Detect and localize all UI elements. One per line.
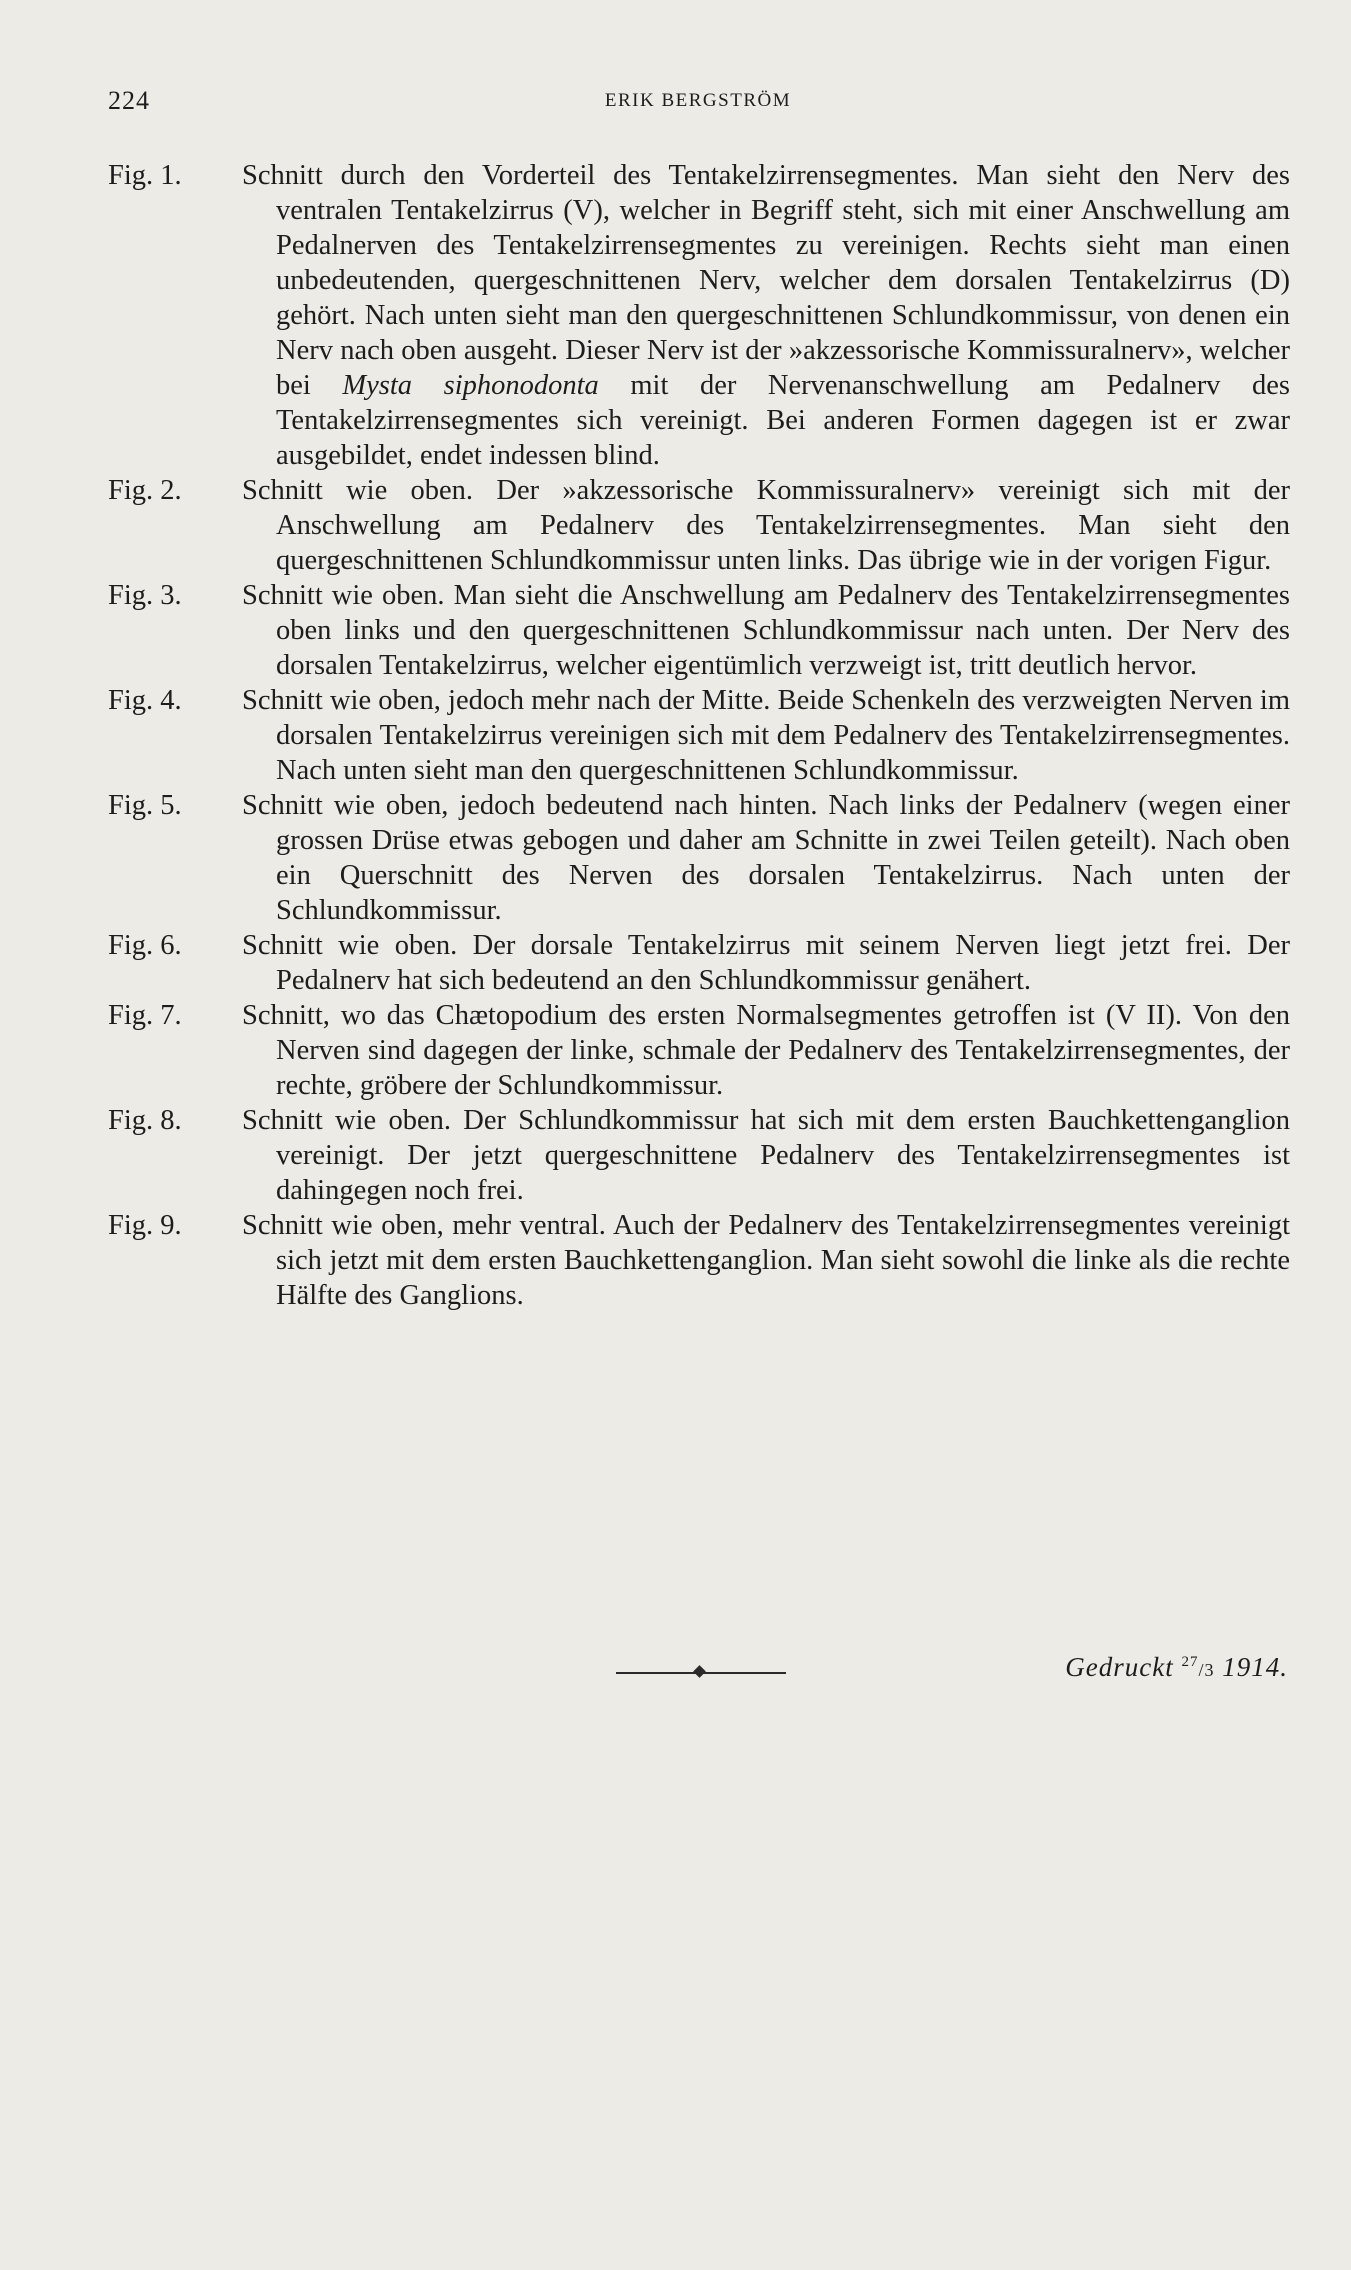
figure-label: Fig. 1.	[108, 160, 182, 191]
figure-text: Schnitt wie oben. Der Schlundkommissur hat sich mit dem ersten Bauchkettenganglion vereinigt. Der jetzt quergeschnittene Pedalnerv des Tentakelzirrensegmentes ist dahingegen noch frei.	[242, 1105, 1290, 1206]
page-footer	[108, 1652, 1290, 1692]
figure-text: Schnitt wie oben. Der dorsale Tentakelzirrus mit seinem Nerven liegt jetzt frei. Der Pedalnerv hat sich bedeutend an den Schlundkommissur genähert.	[242, 930, 1290, 996]
page-header	[108, 86, 1288, 126]
figure-text: Schnitt wie oben, mehr ventral. Auch der Pedalnerv des Tentakelzirrensegmentes vereinigt sich jetzt mit dem ersten Bauchkettenganglion. Man sieht sowohl die linke als die rechte Hälfte des Ganglions.	[242, 1210, 1290, 1311]
figure-label: Fig. 4.	[108, 685, 182, 716]
figure-caption	[108, 928, 1290, 998]
figure-label: Fig. 2.	[108, 475, 182, 506]
figure-caption	[108, 998, 1290, 1103]
running-head: ERIK BERGSTRÖM	[604, 90, 792, 111]
printed-date: Gedruckt $^{27}$/3 1914.	[1065, 1652, 1288, 1682]
figure-text: Schnitt wie oben. Der »akzessorische Kommissuralnerv» vereinigt sich mit der Anschwellung am Pedalnerv des Tentakelzirrensegmentes. Man sieht den quergeschnittenen Schlundkommissur unten links. Das übrige wie in der vorigen Figur.	[242, 475, 1290, 576]
figure-label: Fig. 7.	[108, 1000, 182, 1031]
figure-label: Fig. 5.	[108, 790, 182, 821]
figure-text: Schnitt durch den Vorderteil des Tentakelzirrensegmentes. Man sieht den Nerv des ventralen Tentakelzirrus (V), welcher in Begriff steht, sich mit einer Anschwellung am Pedalnerven des Tentakelzirrensegmentes zu vereinigen. Rechts sieht man einen unbedeutenden, quergeschnittenen Nerv, welcher dem dorsalen Tentakelzirrus (D) gehört. Nach unten sieht man den quergeschnittenen Schlundkommissur, von denen ein Nerv nach oben ausgeht. Dieser Nerv ist der »akzessorische Kommissuralnerv», welcher bei Mysta siphonodonta mit der Nervenanschwellung am Pedalnerv des Tentakelzirrensegmentes sich vereinigt. Bei anderen Formen dagegen ist er zwar ausgebildet, endet indessen blind.	[242, 160, 1290, 471]
figure-caption	[108, 1208, 1290, 1313]
figure-caption	[108, 578, 1290, 683]
figure-caption	[108, 683, 1290, 788]
figure-label: Fig. 3.	[108, 580, 182, 611]
figure-captions	[108, 158, 1290, 1313]
figure-text: Schnitt wie oben. Man sieht die Anschwellung am Pedalnerv des Tentakelzirrensegmentes oben links und den quergeschnittenen Schlundkommissur nach unten. Der Nerv des dorsalen Tentakelzirrus, welcher eigentümlich verzweigt ist, tritt deutlich hervor.	[242, 580, 1290, 681]
figure-label: Fig. 9.	[108, 1210, 182, 1241]
figure-label: Fig. 6.	[108, 930, 182, 961]
figure-text: Schnitt wie oben, jedoch mehr nach der Mitte. Beide Schenkeln des verzweigten Nerven im dorsalen Tentakelzirrus vereinigen sich mit dem Pedalnerv des Tentakelzirrensegmentes. Nach unten sieht man den quergeschnittenen Schlundkommissur.	[242, 685, 1290, 786]
figure-text: Schnitt, wo das Chætopodium des ersten Normalsegmentes getroffen ist (V II). Von den Nerven sind dagegen der linke, schmale der Pedalnerv des Tentakelzirrensegmentes, der rechte, gröbere der Schlundkommissur.	[242, 1000, 1290, 1101]
figure-caption	[108, 1103, 1290, 1208]
figure-caption	[108, 788, 1290, 928]
figure-caption	[108, 158, 1290, 473]
figure-text: Schnitt wie oben, jedoch bedeutend nach hinten. Nach links der Pedalnerv (wegen einer grossen Drüse etwas gebogen und daher am Schnitte in zwei Teilen geteilt). Nach oben ein Querschnitt des Nerven des dorsalen Tentakelzirrus. Nach unten der Schlundkommissur.	[242, 790, 1290, 926]
page-number: 224	[108, 86, 150, 115]
species-name: Mysta siphonodonta	[342, 370, 599, 401]
figure-label: Fig. 8.	[108, 1105, 182, 1136]
diamond-icon	[693, 1665, 706, 1678]
figure-caption	[108, 473, 1290, 578]
